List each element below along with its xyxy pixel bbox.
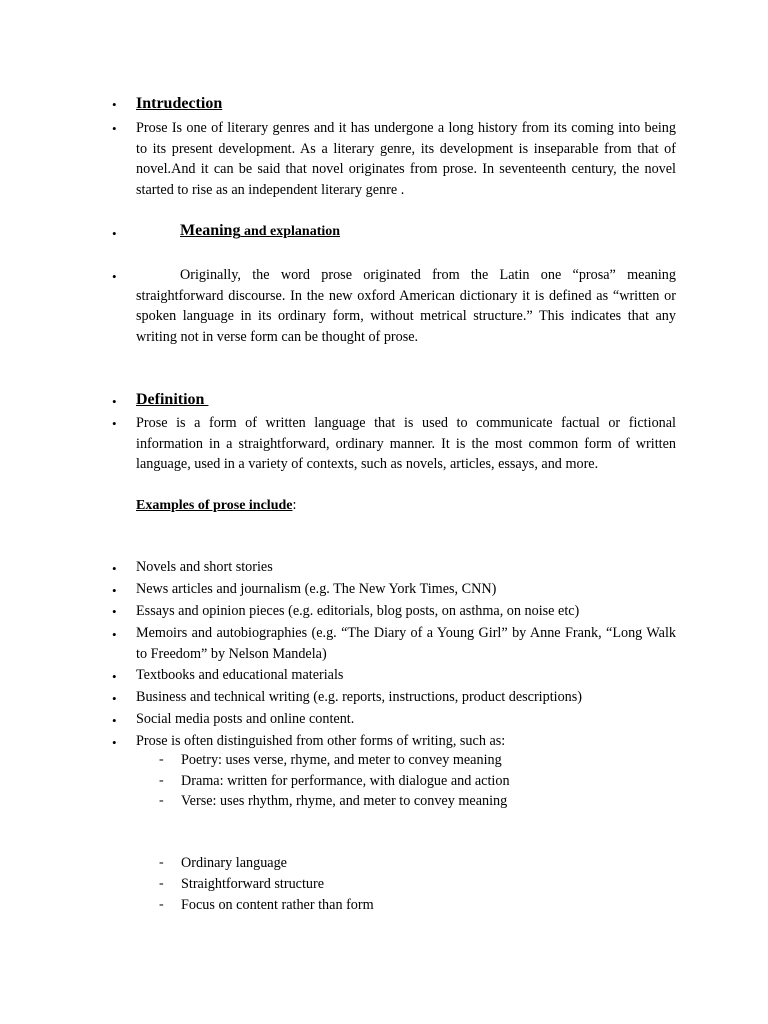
definition-paragraph: Prose is a form of written language that is used to communicate factual or fictional information in a straightforward, ordinary manner. It is the most common form of written language, used in a variety of contexts, such as novels, articles, essays, and more.	[136, 415, 676, 472]
list-item: News articles and journalism (e.g. The New York Times, CNN)	[136, 581, 497, 597]
meaning-paragraph	[136, 265, 676, 347]
meaning-heading-rest: and explanation	[240, 224, 341, 239]
bullet-marker: •	[112, 691, 117, 706]
list-item: Prose is often distinguished from other forms of writing, such as:	[136, 733, 506, 749]
list-item: Memoirs and autobiographies (e.g. “The Diary of a Young Girl” by Anne Frank, “Long Walk to Freedom” by Nelson Mandela)	[136, 625, 676, 662]
bullet-marker: •	[112, 669, 117, 684]
bullet-marker: •	[112, 269, 117, 284]
dash-marker: -	[159, 773, 164, 788]
list-item: Drama: written for performance, with dialogue and action	[181, 773, 510, 789]
list-item: Poetry: uses verse, rhyme, and meter to convey meaning	[181, 752, 502, 768]
list-item: Ordinary language	[181, 855, 287, 871]
dash-marker: -	[159, 752, 164, 767]
intro-paragraph: Prose Is one of literary genres and it has undergone a long history from its coming into being to its present development. As a literary genre, its development is inseparable from that of novel.And it can be said that novel originates from prose. In seventeenth century, the novel started to rise as an independent literary genre .	[136, 120, 676, 198]
bullet-marker: •	[112, 583, 117, 598]
bullet-marker: •	[112, 226, 117, 241]
bullet-marker: •	[112, 561, 117, 576]
meaning-paragraph-text: Originally, the word prose originated from the Latin one “prosa” meaning straightforward discourse. In the new oxford American dictionary it is defined as “written or spoken language in its ordinary form, without metrical structure.” This indicates that any writing not in verse form can be thought of prose.	[136, 267, 676, 345]
list-item: Textbooks and educational materials	[136, 667, 344, 683]
meaning-heading-main: Meaning	[180, 222, 241, 239]
list-item: Focus on content rather than form	[181, 897, 374, 913]
examples-label-colon: :	[292, 497, 297, 513]
bullet-marker: •	[112, 627, 117, 642]
list-item: Novels and short stories	[136, 559, 273, 575]
bullet-marker: •	[112, 394, 117, 409]
list-item: Social media posts and online content.	[136, 711, 355, 727]
meaning-heading	[136, 221, 676, 243]
dash-marker: -	[159, 855, 164, 870]
list-item: Straightforward structure	[181, 876, 325, 892]
bullet-marker: •	[112, 97, 117, 112]
list-item: Verse: uses rhythm, rhyme, and meter to convey meaning	[181, 793, 508, 809]
list-item: Essays and opinion pieces (e.g. editorials, blog posts, on asthma, on noise etc)	[136, 603, 580, 619]
examples-label	[136, 495, 676, 517]
dash-marker: -	[159, 793, 164, 808]
definition-heading: Definition	[136, 391, 209, 408]
bullet-marker: •	[112, 121, 117, 136]
examples-label-text: Examples of prose include	[136, 498, 293, 513]
bullet-marker: •	[112, 735, 117, 750]
list-item: Business and technical writing (e.g. reports, instructions, product descriptions)	[136, 689, 583, 705]
dash-marker: -	[159, 876, 164, 891]
bullet-marker: •	[112, 416, 117, 431]
bullet-marker: •	[112, 604, 117, 619]
dash-marker: -	[159, 897, 164, 912]
bullet-marker: •	[112, 713, 117, 728]
intro-heading: Intrudection	[136, 95, 223, 112]
